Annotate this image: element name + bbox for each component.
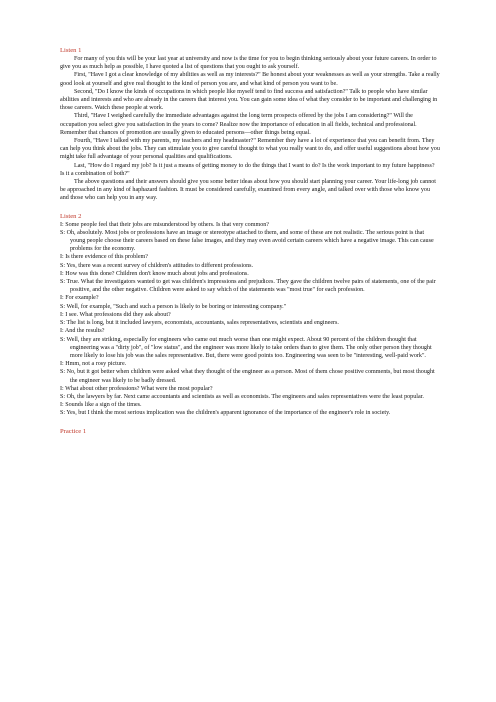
- dialogue-line: S: Yes, there was a recent survey of children's attitudes to different professions.: [60, 262, 254, 269]
- listen1-paragraph: Fourth, "Have I talked with my parents, my teachers and my headmaster?" Remember they have a lot of experience that you can benefit from. They can help you think about the jobs. They can stimulate you to give careful thought to what you really want to do, and offer useful suggestions about how you might take full advantage of your personal qualities and qualifications.: [60, 138, 440, 161]
- dialogue-line: I: For example?: [60, 295, 99, 302]
- dialogue-line: I: I see. What professions did they ask about?: [60, 311, 171, 318]
- dialogue-line: I: Some people feel that their jobs are misunderstood by others. Is that very common?: [60, 221, 269, 228]
- dialogue-line: I: Hmm, not a rosy picture.: [60, 361, 127, 368]
- listen2-dialogue: [60, 221, 440, 418]
- dialogue-line: I: Is there evidence of this problem?: [60, 254, 148, 261]
- listen1-paragraph: Last, "How do I regard my job? Is it just a means of getting money to do the things that I want to do? Is the work important to my future happiness? Is it a combination of both?": [60, 162, 435, 177]
- dialogue-line: I: What about other professions? What were the most popular?: [60, 385, 213, 392]
- listen1-body: [60, 55, 440, 203]
- listen1-paragraph: The above questions and their answers should give you some better ideas about how you should start planning your career. Your life-long job cannot be approached in any kind of haphazard fashion. It must be considered carefully, examined from every angle, and talked over with those who know you and those who can help you in any way.: [60, 179, 436, 202]
- dialogue-line: S: Oh, the lawyers by far. Next came accountants and scientists as well as economists. The engineers and sales representatives were the least popular.: [60, 393, 424, 400]
- dialogue-line: S: Well, they are striking, especially for engineers who came out much worse than one might expect. About 90 percent of the children thought that engineering was a "dirty job", of "low status", and the engineer was more likely to take orders than to give them. The only other person they thought more likely to lose his job was the sales representative. But, there were good points too. Engineering was seen to be "interesting, well-paid work".: [60, 336, 432, 359]
- listen1-heading: Listen 1: [60, 47, 82, 54]
- listen1-paragraph: For many of you this will be your last year at university and now is the time for you to begin thinking seriously about your future careers. In order to give you as much help as possible, I have quoted a list of questions that you ought to ask yourself.: [60, 56, 437, 71]
- dialogue-line: I: Sounds like a sign of the times.: [60, 402, 142, 409]
- dialogue-line: I: And the results?: [60, 328, 105, 335]
- dialogue-line: S: No, but it got better when children were asked what they thought of the engineer as a person. Most of them chose positive comments, but most thought the engineer was likely to be badly dressed.: [60, 369, 435, 384]
- listen2-heading: Listen 2: [60, 212, 82, 220]
- listen1-paragraph: Second, "Do I know the kinds of occupations in which people like myself tend to find success and satisfaction?" Talk to people who have similar abilities and interests and who are already in the careers that interest you. You can gain some idea of what they consider to be important and challenging in those careers. Watch these people at work.: [60, 88, 438, 112]
- listen1-paragraph: Third, "Have I weighed carefully the immediate advantages against the long term prospects offered by the jobs I am considering?" Will the occupation you select give you satisfaction in the years to come? Realize now the importance of education in all fields, technical and professional. Remember that chances of promotion are usually given to educated persons—other things being equal.: [60, 113, 417, 136]
- dialogue-line: S: True. What the investigators wanted to get was children's impressions and prejudices. They gave the children twelve pairs of statements, one of the pair positive, and the other negative. Children were asked to say which of the statements was "most true" for each profession.: [60, 279, 436, 294]
- document-page: [60, 46, 440, 436]
- dialogue-line: I: How was this done? Children don't know much about jobs and professions.: [60, 270, 249, 277]
- practice1-heading: Practice 1: [60, 427, 87, 435]
- dialogue-line: S: Well, for example, "Such and such a person is likely to be boring or interesting company.": [60, 303, 287, 310]
- dialogue-line: S: Oh, absolutely. Most jobs or professions have an image or stereotype attached to them, and some of these are not realistic. The serious point is that young people choose their careers based on these false images, and they may even avoid certain careers which have a negative image. This can cause problems for the economy.: [60, 229, 434, 253]
- dialogue-line: S: The list is long, but it included lawyers, economists, accountants, sales representatives, scientists and engineers.: [60, 320, 339, 327]
- listen1-paragraph: First, "Have I got a clear knowledge of my abilities as well as my interests?" Be honest about your weaknesses as well as your strengths. Take a really good look at yourself and give real thought to the kind of person you are, and what kind of person you want to be.: [60, 72, 440, 87]
- dialogue-line: S: Yes, but I think the most serious implication was the children's apparent ignorance of the importance of the engineer's role in society.: [60, 410, 391, 417]
